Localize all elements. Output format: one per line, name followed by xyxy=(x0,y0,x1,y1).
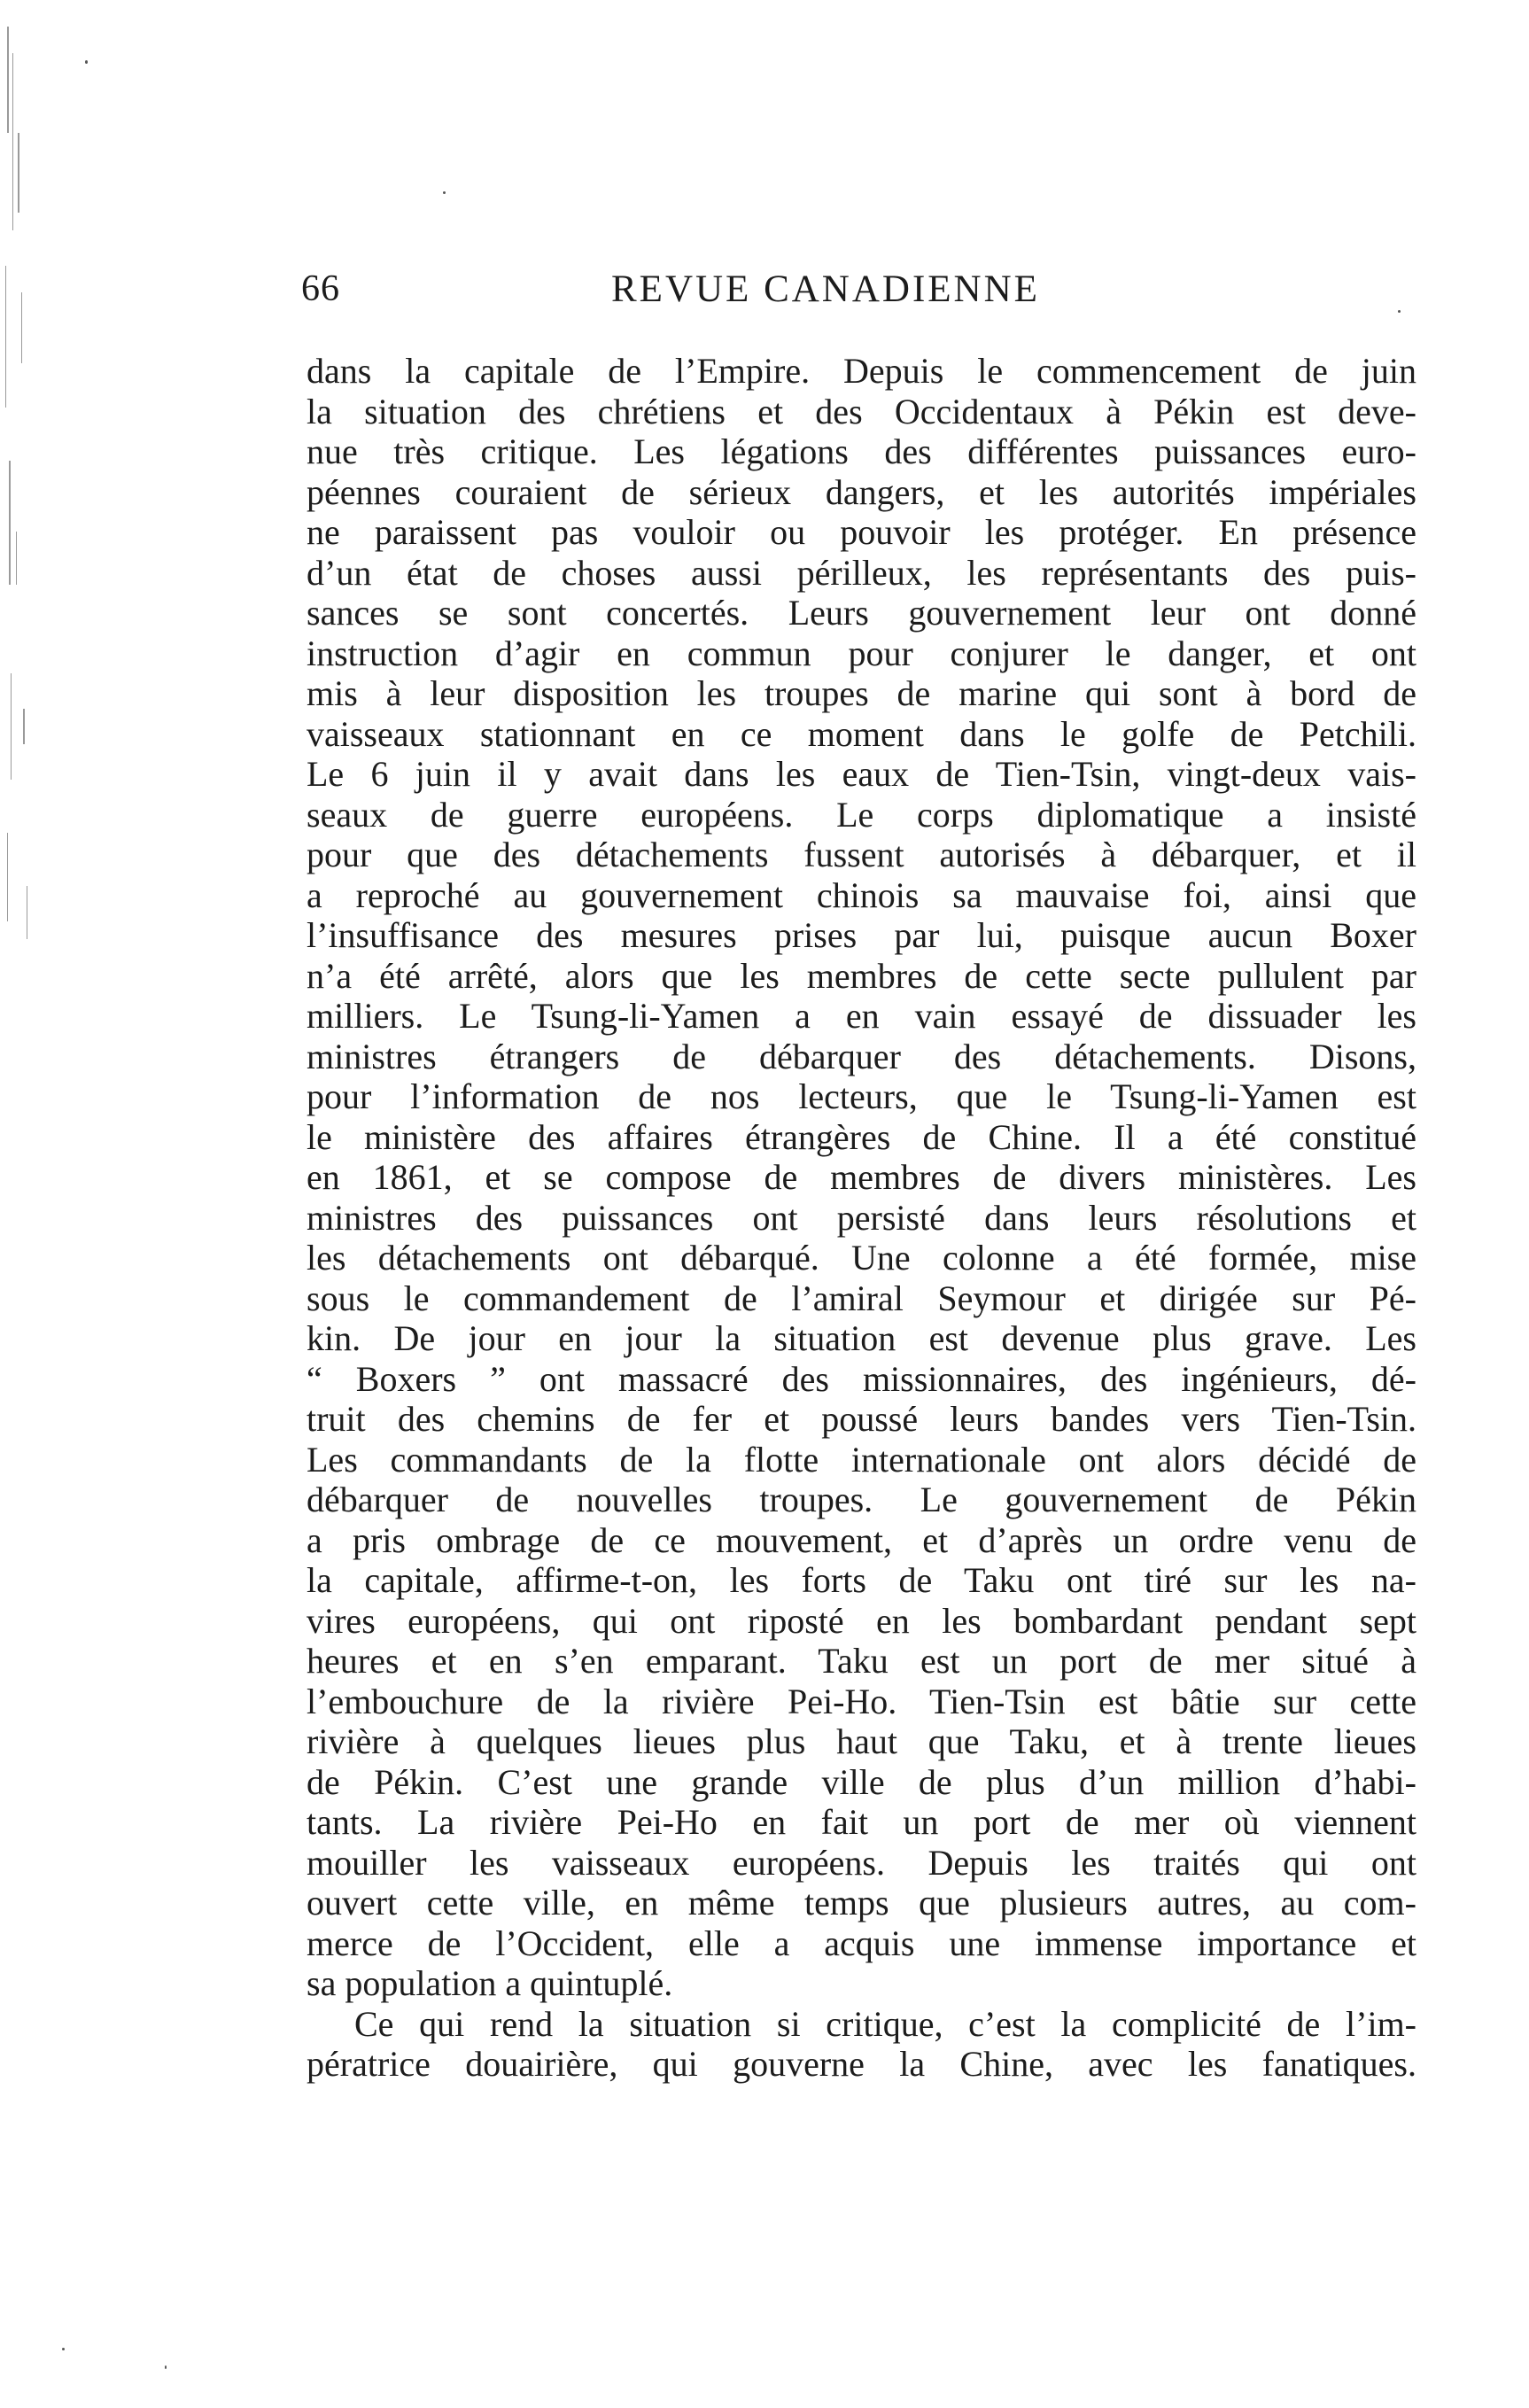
text-line: mis à leur disposition les troupes de marine qui sont à bord de xyxy=(307,673,1416,713)
print-speck xyxy=(62,2348,65,2350)
text-line: ne paraissent pas vouloir ou pouvoir les protéger. En présence xyxy=(307,512,1416,552)
text-line: merce de l’Occident, elle a acquis une immense importance et xyxy=(307,1923,1416,1963)
text-line: mouiller les vaisseaux européens. Depuis les traités qui ont xyxy=(307,1842,1416,1883)
print-speck xyxy=(165,2365,167,2369)
text-line: ministres des puissances ont persisté dans leurs résolutions et xyxy=(307,1197,1416,1238)
page-header xyxy=(301,268,1453,321)
text-line: a reproché au gouvernement chinois sa mauvaise foi, ainsi que xyxy=(307,874,1416,915)
text-line: vaisseaux stationnant en ce moment dans le golfe de Petchili. xyxy=(307,713,1416,754)
text-line: l’insuffisance des mesures prises par lui, puisque aucun Boxer xyxy=(307,915,1416,955)
page-number: 66 xyxy=(301,268,340,309)
text-line: “ Boxers ” ont massacré des missionnaires, des ingénieurs, dé- xyxy=(307,1358,1416,1399)
text-line: nue très critique. Les légations des différentes puissances euro- xyxy=(307,431,1416,471)
paragraph-end-line: sa population a quintuplé. xyxy=(307,1963,673,2003)
text-line: a pris ombrage de ce mouvement, et d’après un ordre venu de xyxy=(307,1519,1416,1560)
text-line: pératrice douairière, qui gouverne la Chine, avec les fanatiques. xyxy=(307,2044,1416,2084)
text-line: pour que des détachements fussent autorisés à débarquer, et il xyxy=(307,835,1416,874)
print-speck xyxy=(85,60,88,64)
print-speck xyxy=(443,191,446,194)
text-line: rivière à quelques lieues plus haut que Taku, et à trente lieues xyxy=(307,1721,1416,1761)
text-line: milliers. Le Tsung-li-Yamen a en vain essayé de dissuader les xyxy=(307,996,1416,1036)
text-line: heures et en s’en emparant. Taku est un port de mer situé à xyxy=(307,1641,1416,1681)
text-line: en 1861, et se compose de membres de divers ministères. Les xyxy=(307,1157,1416,1197)
text-line: vires européens, qui ont riposté en les bombardant pendant sept xyxy=(307,1600,1416,1641)
text-line: truit des chemins de fer et poussé leurs bandes vers Tien-Tsin. xyxy=(307,1399,1416,1439)
text-line: la situation des chrétiens et des Occidentaux à Pékin est deve- xyxy=(307,391,1416,431)
text-line: Le 6 juin il y avait dans les eaux de Tien-Tsin, vingt-deux vais- xyxy=(307,754,1416,794)
text-line: kin. De jour en jour la situation est devenue plus grave. Les xyxy=(307,1318,1416,1358)
text-line: n’a été arrêté, alors que les membres de cette secte pullulent par xyxy=(307,955,1416,996)
text-line: Les commandants de la flotte internationale ont alors décidé de xyxy=(307,1439,1416,1480)
paragraph-start-line: Ce qui rend la situation si critique, c’est la complicité de l’im- xyxy=(354,2003,1416,2044)
text-line: d’un état de choses aussi périlleux, les représentants des puis- xyxy=(307,552,1416,593)
text-line: tants. La rivière Pei-Ho en fait un port de mer où viennent xyxy=(307,1802,1416,1842)
text-line: ouvert cette ville, en même temps que plusieurs autres, au com- xyxy=(307,1883,1416,1923)
text-line: dans la capitale de l’Empire. Depuis le commencement de juin xyxy=(307,351,1416,391)
text-line: sous le commandement de l’amiral Seymour et dirigée sur Pé- xyxy=(307,1278,1416,1318)
print-speck xyxy=(1398,310,1401,313)
text-line: pour l’information de nos lecteurs, que le Tsung-li-Yamen est xyxy=(307,1076,1416,1116)
text-line: sances se sont concertés. Leurs gouvernement leur ont donné xyxy=(307,593,1416,633)
binding-edge-marks xyxy=(0,0,80,975)
text-line: la capitale, affirme-t-on, les forts de Taku ont tiré sur les na- xyxy=(307,1560,1416,1600)
text-line: péennes couraient de sérieux dangers, et les autorités impériales xyxy=(307,471,1416,512)
text-line: débarquer de nouvelles troupes. Le gouvernement de Pékin xyxy=(307,1480,1416,1519)
text-line: l’embouchure de la rivière Pei-Ho. Tien-Tsin est bâtie sur cette xyxy=(307,1681,1416,1721)
text-line: instruction d’agir en commun pour conjurer le danger, et ont xyxy=(307,633,1416,673)
text-line: seaux de guerre européens. Le corps diplomatique a insisté xyxy=(307,794,1416,835)
running-title: REVUE CANADIENNE xyxy=(611,268,1040,310)
text-line: le ministère des affaires étrangères de Chine. Il a été constitué xyxy=(307,1116,1416,1157)
text-line: les détachements ont débarqué. Une colonne a été formée, mise xyxy=(307,1238,1416,1278)
text-line: de Pékin. C’est une grande ville de plus d’un million d’habi- xyxy=(307,1761,1416,1802)
text-line: ministres étrangers de débarquer des détachements. Disons, xyxy=(307,1036,1416,1076)
article-body xyxy=(307,351,1416,2085)
